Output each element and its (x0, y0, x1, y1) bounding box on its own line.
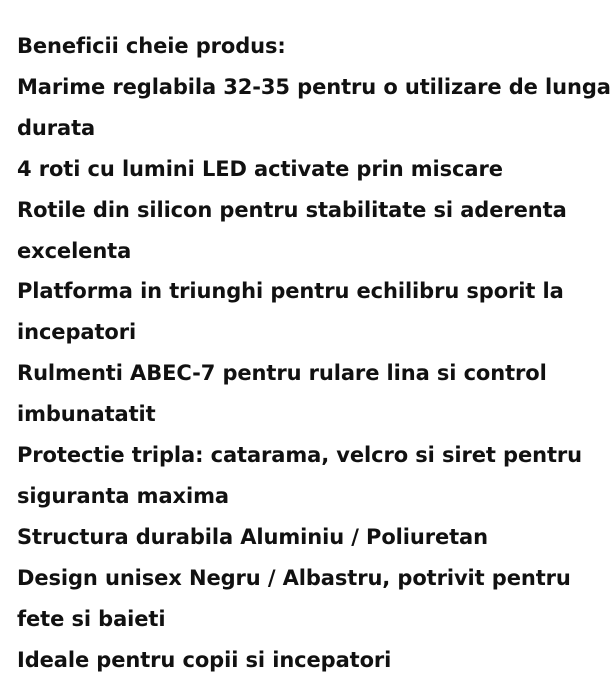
benefit-line: Rotile din silicon pentru stabilitate si aderenta (17, 197, 567, 222)
benefit-line: 4 roti cu lumini LED activate prin miscare (17, 156, 503, 181)
benefit-line: Design unisex Negru / Albastru, potrivit pentru (17, 565, 571, 590)
benefit-line: imbunatatit (17, 402, 156, 427)
benefit-line: Protectie tripla: catarama, velcro si siret pentru (17, 443, 582, 468)
benefit-line: siguranta maxima (17, 483, 229, 508)
benefit-line: fete si baieti (17, 606, 166, 631)
benefit-line: incepatori (17, 320, 137, 345)
benefit-line: excelenta (17, 238, 132, 263)
product-benefits-text (17, 26, 611, 681)
benefits-heading: Beneficii cheie produs: (17, 34, 286, 58)
benefit-line: Structura durabila Aluminiu / Poliuretan (17, 524, 488, 549)
benefit-line: Ideale pentru copii si incepatori (17, 647, 392, 672)
benefit-line: Marime reglabila 32-35 pentru o utilizare de lunga (17, 74, 611, 99)
benefit-line: Platforma in triunghi pentru echilibru sporit la (17, 279, 564, 304)
benefit-line: Rulmenti ABEC-7 pentru rulare lina si control (17, 361, 547, 386)
benefit-line: durata (17, 115, 96, 140)
